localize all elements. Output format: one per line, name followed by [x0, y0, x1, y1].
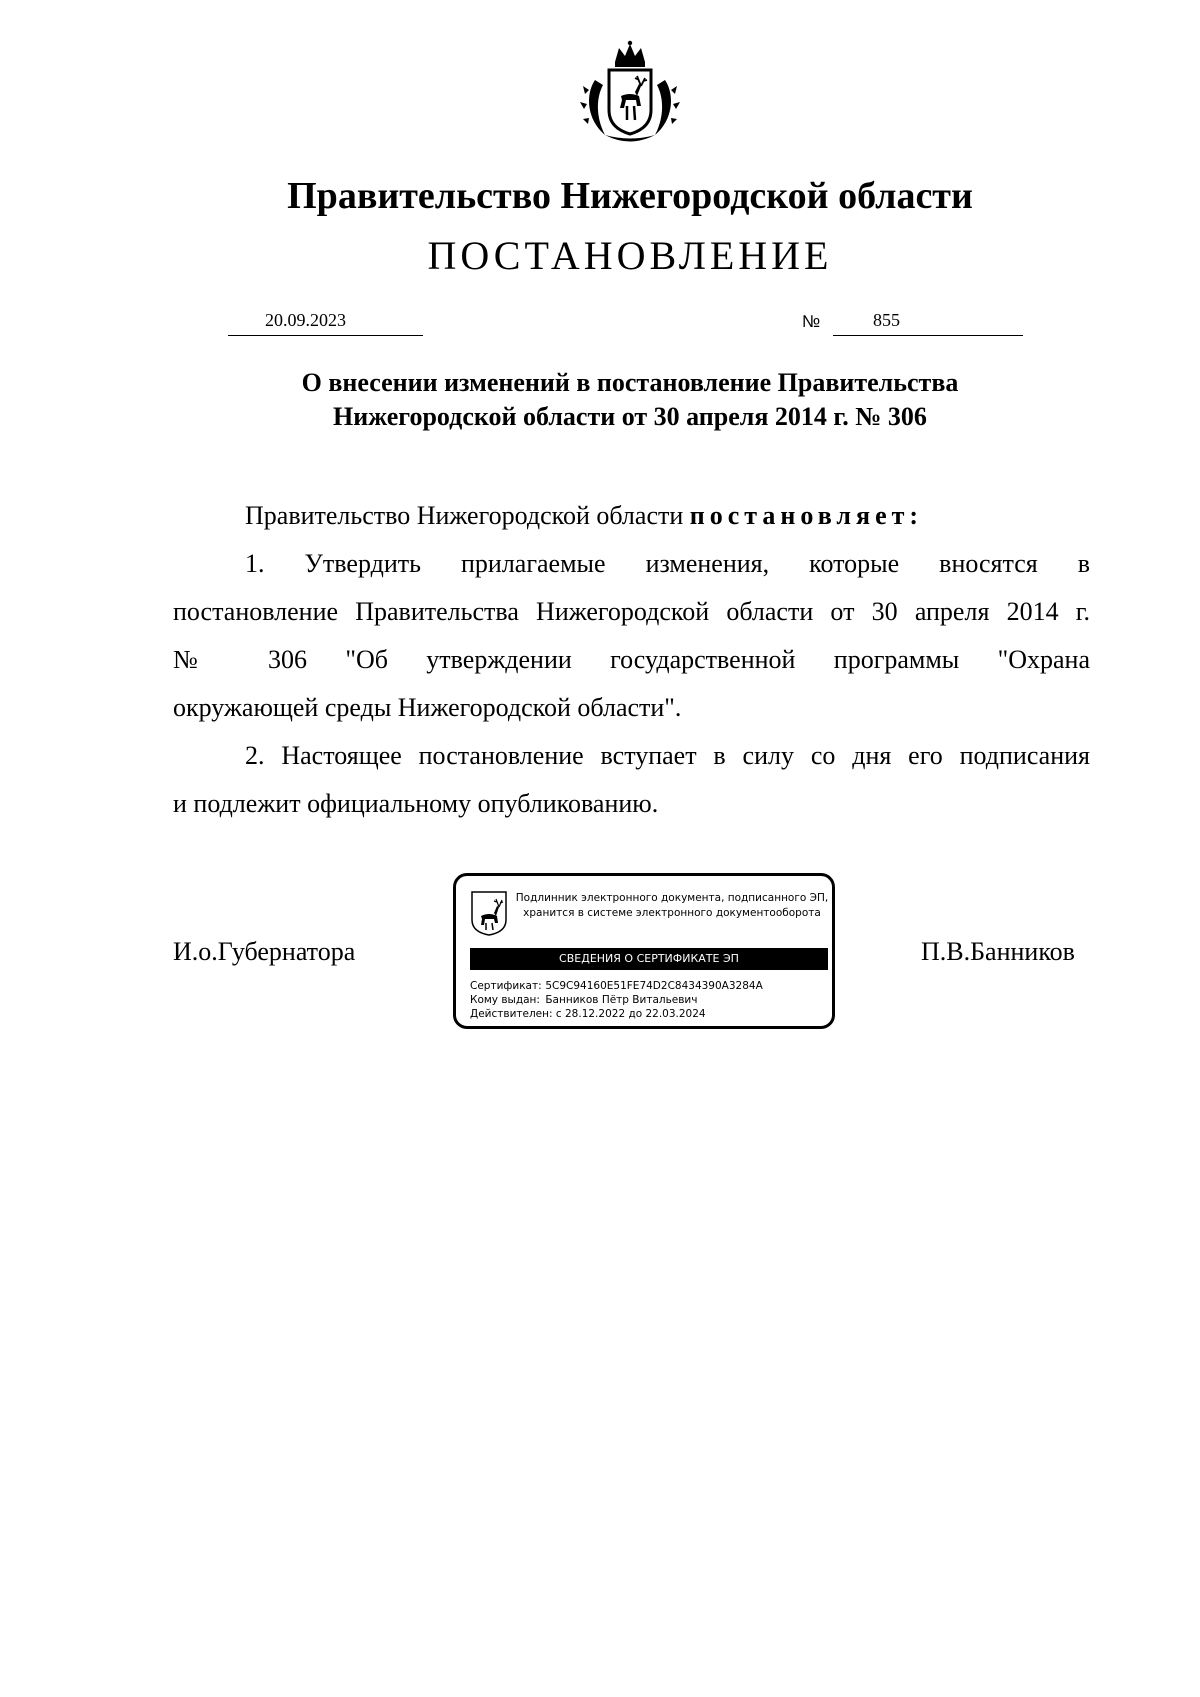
item2-line: 2. Настоящее постановление вступает в силу со дня его подписания — [245, 741, 1090, 770]
certificate-value: 5C9C94160E51FE74D2C8434390A3284A — [545, 980, 763, 992]
validity-row — [470, 1007, 763, 1021]
subject-line: Нижегородской области от 30 апреля 2014 г. № 306 — [333, 402, 927, 431]
document-type: ПОСТАНОВЛЕНИЕ — [427, 233, 833, 278]
date-field — [228, 307, 423, 336]
subject-line: О внесении изменений в постановление Правительства — [301, 368, 959, 397]
signatory-role: И.о.Губернатора — [173, 937, 356, 966]
item1-line: окружающей среды Нижегородской области". — [173, 693, 682, 722]
document-number: 855 — [873, 310, 900, 330]
preamble-verb: постановляет: — [689, 501, 924, 530]
preamble-text: Правительство Нижегородской области — [245, 501, 690, 530]
number-field — [833, 307, 1023, 336]
preamble — [173, 492, 1090, 540]
stamp-notice — [514, 891, 830, 921]
document-body — [173, 492, 1090, 828]
item1-line: постановление Правительства Нижегородской области от 30 апреля 2014 г. — [173, 597, 1090, 626]
coat-of-arms-icon — [575, 40, 685, 150]
item2-line: и подлежит официальному опубликованию. — [173, 789, 659, 818]
stamp-notice-line: Подлинник электронного документа, подписанного ЭП, — [515, 892, 829, 904]
issued-to-row — [470, 993, 763, 1007]
certificate-header: СВЕДЕНИЯ О СЕРТИФИКАТЕ ЭП — [470, 948, 828, 970]
issued-to-value: Банников Пётр Витальевич — [545, 994, 698, 1006]
issued-to-label: Кому выдан: — [470, 994, 540, 1006]
validity-label: Действителен: — [470, 1008, 553, 1020]
validity-value: с 28.12.2022 до 22.03.2024 — [555, 1008, 706, 1020]
certificate-row — [470, 979, 763, 993]
number-sign: № — [802, 312, 821, 331]
certificate-details — [470, 979, 763, 1021]
item1-line: № 306 "Об утверждении государственной программы "Охрана — [173, 645, 1090, 674]
certificate-label: Сертификат: — [470, 980, 542, 992]
document-date: 20.09.2023 — [265, 310, 346, 330]
signatory-name: П.В.Банников — [921, 937, 1075, 966]
organization-title: Правительство Нижегородской области — [287, 175, 973, 217]
deer-emblem-icon — [470, 890, 508, 936]
e-signature-stamp — [453, 873, 835, 1029]
stamp-notice-line: хранится в системе электронного документооборота — [523, 907, 821, 919]
document-subject — [200, 366, 1060, 434]
item1-line: 1. Утвердить прилагаемые изменения, которые вносятся в — [245, 549, 1090, 578]
